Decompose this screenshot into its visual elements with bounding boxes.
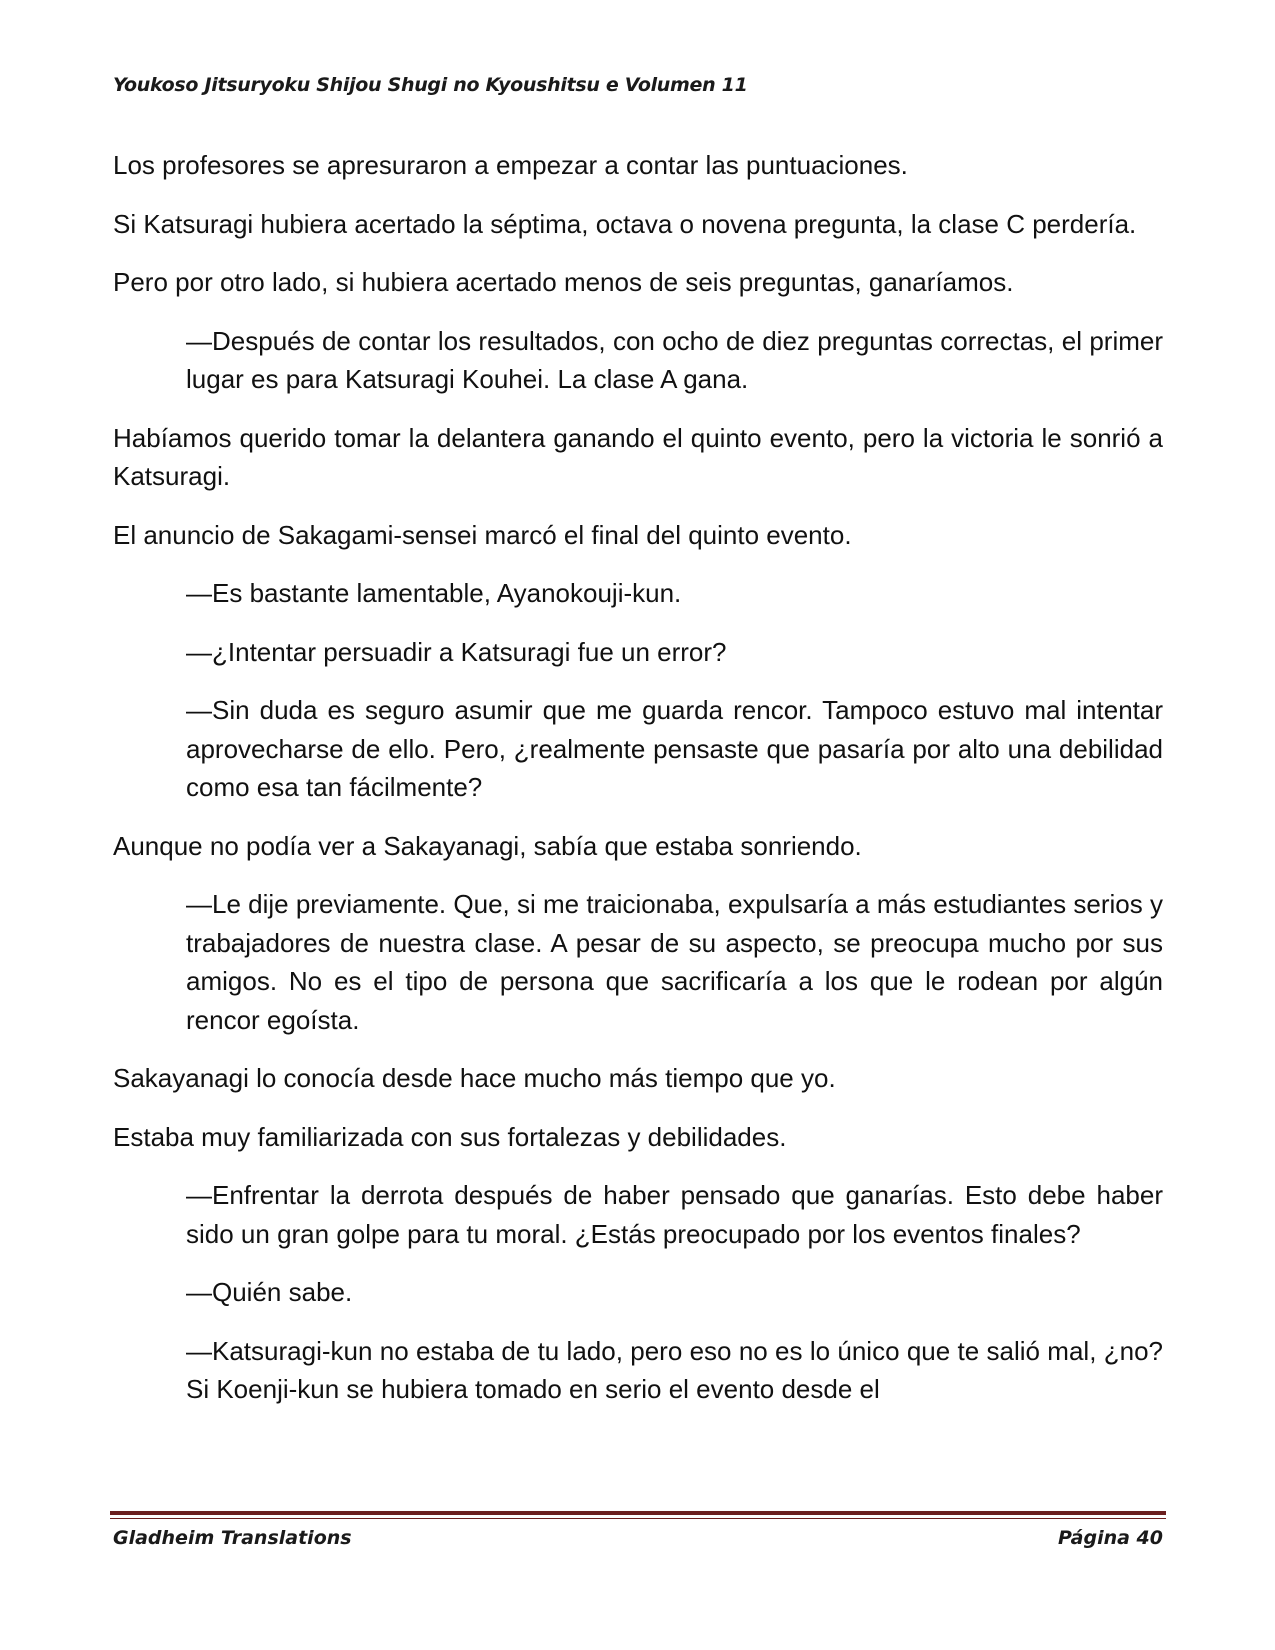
dialogue-4: —Después de contar los resultados, con ocho de diez preguntas correctas, el primer lugar es para Katsuragi Kouhei. La clase A gana. xyxy=(186,325,1163,394)
footer-publisher: Gladheim Translations xyxy=(113,1527,352,1549)
paragraph-3: Pero por otro lado, si hubiera acertado menos de seis preguntas, ganaríamos. xyxy=(113,267,1014,297)
paragraph-10: Aunque no podía ver a Sakayanagi, sabía que estaba sonriendo. xyxy=(113,830,862,861)
running-header: Youkoso Jitsuryoku Shijou Shugi no Kyoushitsu e Volumen 11 xyxy=(113,74,748,96)
paragraph-12: Sakayanagi lo conocía desde hace mucho más tiempo que yo. xyxy=(113,1063,836,1093)
paragraph-5: Habíamos querido tomar la delantera ganando el quinto evento, pero la victoria le sonrió a Katsuragi. xyxy=(113,422,1163,491)
dialogue-11: —Le dije previamente. Que, si me traicionaba, expulsaría a más estudiantes serios y trabajadores de nuestra clase. A pesar de su aspecto, se preocupa mucho por sus amigos. No es el tipo de persona que sacrificaría a los que le rodean por algún rencor egoísta. xyxy=(186,889,1163,1035)
page-number: Página 40 xyxy=(1057,1527,1163,1549)
dialogue-8: —¿Intentar persuadir a Katsuragi fue un error? xyxy=(186,636,727,667)
paragraph-1: Los profesores se apresuraron a empezar a contar las puntuaciones. xyxy=(113,150,908,180)
dialogue-15: —Quién sabe. xyxy=(186,1277,353,1307)
page-body xyxy=(113,146,1163,1429)
dialogue-7: —Es bastante lamentable, Ayanokouji-kun. xyxy=(186,578,682,608)
paragraph-13: Estaba muy familiarizada con sus fortalezas y debilidades. xyxy=(113,1121,787,1152)
paragraph-2: Si Katsuragi hubiera acertado la séptima, octava o novena pregunta, la clase C perdería. xyxy=(113,208,1137,239)
footer-divider-thin xyxy=(110,1518,1166,1519)
dialogue-14: —Enfrentar la derrota después de haber pensado que ganarías. Esto debe haber sido un gran golpe para tu moral. ¿Estás preocupado por los eventos finales? xyxy=(186,1180,1163,1249)
footer-divider-thick xyxy=(110,1511,1166,1515)
page-footer xyxy=(113,1527,1163,1549)
dialogue-16: —Katsuragi-kun no estaba de tu lado, pero eso no es lo único que te salió mal, ¿no? Si Koenji-kun se hubiera tomado en serio el evento desde el xyxy=(186,1335,1163,1404)
dialogue-9: —Sin duda es seguro asumir que me guarda rencor. Tampoco estuvo mal intentar aprovecharse de ello. Pero, ¿realmente pensaste que pasaría por alto una debilidad como esa tan fácilmente? xyxy=(186,695,1163,802)
paragraph-6: El anuncio de Sakagami-sensei marcó el final del quinto evento. xyxy=(113,519,852,550)
